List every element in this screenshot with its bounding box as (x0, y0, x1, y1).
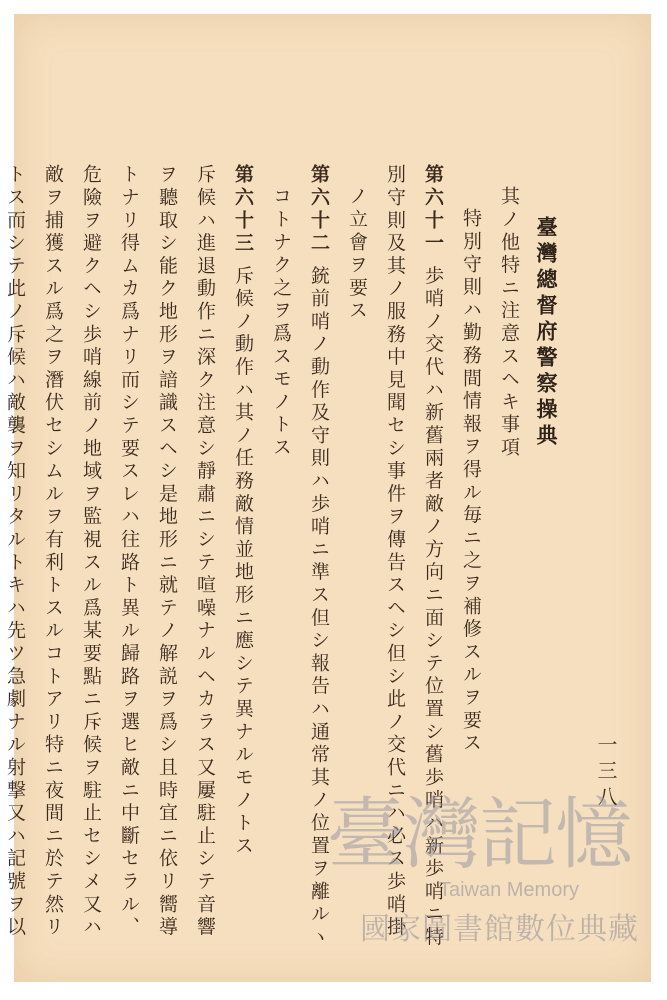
watermark-subtitle: 國家圖書館數位典藏 (360, 912, 639, 947)
text-column: ヲ聽取シ能ク地形ヲ諳識スヘシ是地形ニ就テノ解説ヲ爲シ且時宜ニ依リ嚮導 (156, 164, 178, 940)
page-title: 臺灣總督府警察操典 (534, 216, 559, 450)
text-column: トス而シテ此ノ斥候ハ敵襲ヲ知リタルトキハ先ツ急劇ナル射撃又ハ記號ヲ以 (4, 164, 26, 940)
text-column: ノ立會ヲ要ス (346, 186, 368, 323)
text-column: 危險ヲ避クヘシ歩哨線前ノ地域ヲ監視スル爲某要點ニ斥候ヲ駐止セシメ又ハ (80, 164, 102, 940)
text-columns (0, 164, 563, 954)
text-column: 別守則及其ノ服務中見聞セシ事件ヲ傳告スヘシ但シ此ノ交代ニハ必ス歩哨掛 (384, 164, 406, 940)
article-heading: 第六十二 (308, 164, 330, 256)
text-column: 第六十一 歩哨ノ交代ハ新舊兩者敵ノ方向ニ面シテ位置シ舊歩哨ハ新歩哨ニ特 (422, 164, 444, 950)
article-heading: 第六十一 (422, 164, 444, 256)
watermark-logo-text: 臺灣記憶 (326, 790, 631, 880)
text-column: 第六十三 斥候ノ動作ハ其ノ任務敵情並地形ニ應シテ異ナルモノトス (232, 164, 254, 858)
article-heading: 第六十三 (232, 164, 254, 256)
text-column: トナリ得ムカ爲ナリ而シテ要スレハ往路ト異ル歸路ヲ選ヒ敵ニ中斷セラル、 (118, 164, 140, 940)
text-column: 其ノ他特ニ注意スヘキ事項 (498, 186, 520, 460)
text-column: 特別守則ハ勤務間情報ヲ得ル毎ニ之ヲ補修スルヲ要ス (460, 208, 482, 756)
text-column: 敵ヲ捕獲スル爲之ヲ潛伏セシムルヲ有利トスルコトアリ特ニ夜間ニ於テ然リ (42, 164, 64, 940)
text-column: コトナク之ヲ爲スモノトス (270, 186, 292, 460)
page-number: 一三八 (594, 734, 618, 812)
text-column: 第六十二 銃前哨ノ動作及守則ハ歩哨ニ準ス但シ報告ハ通常其ノ位置ヲ離ルヽ (308, 164, 330, 950)
book-page (4, 14, 651, 982)
watermark-english: Taiwan Memory (438, 879, 579, 901)
text-column: 斥候ハ進退動作ニ深ク注意シ靜肅ニシテ喧噪ナルヘカラス又屢駐止シテ音響 (194, 164, 216, 940)
